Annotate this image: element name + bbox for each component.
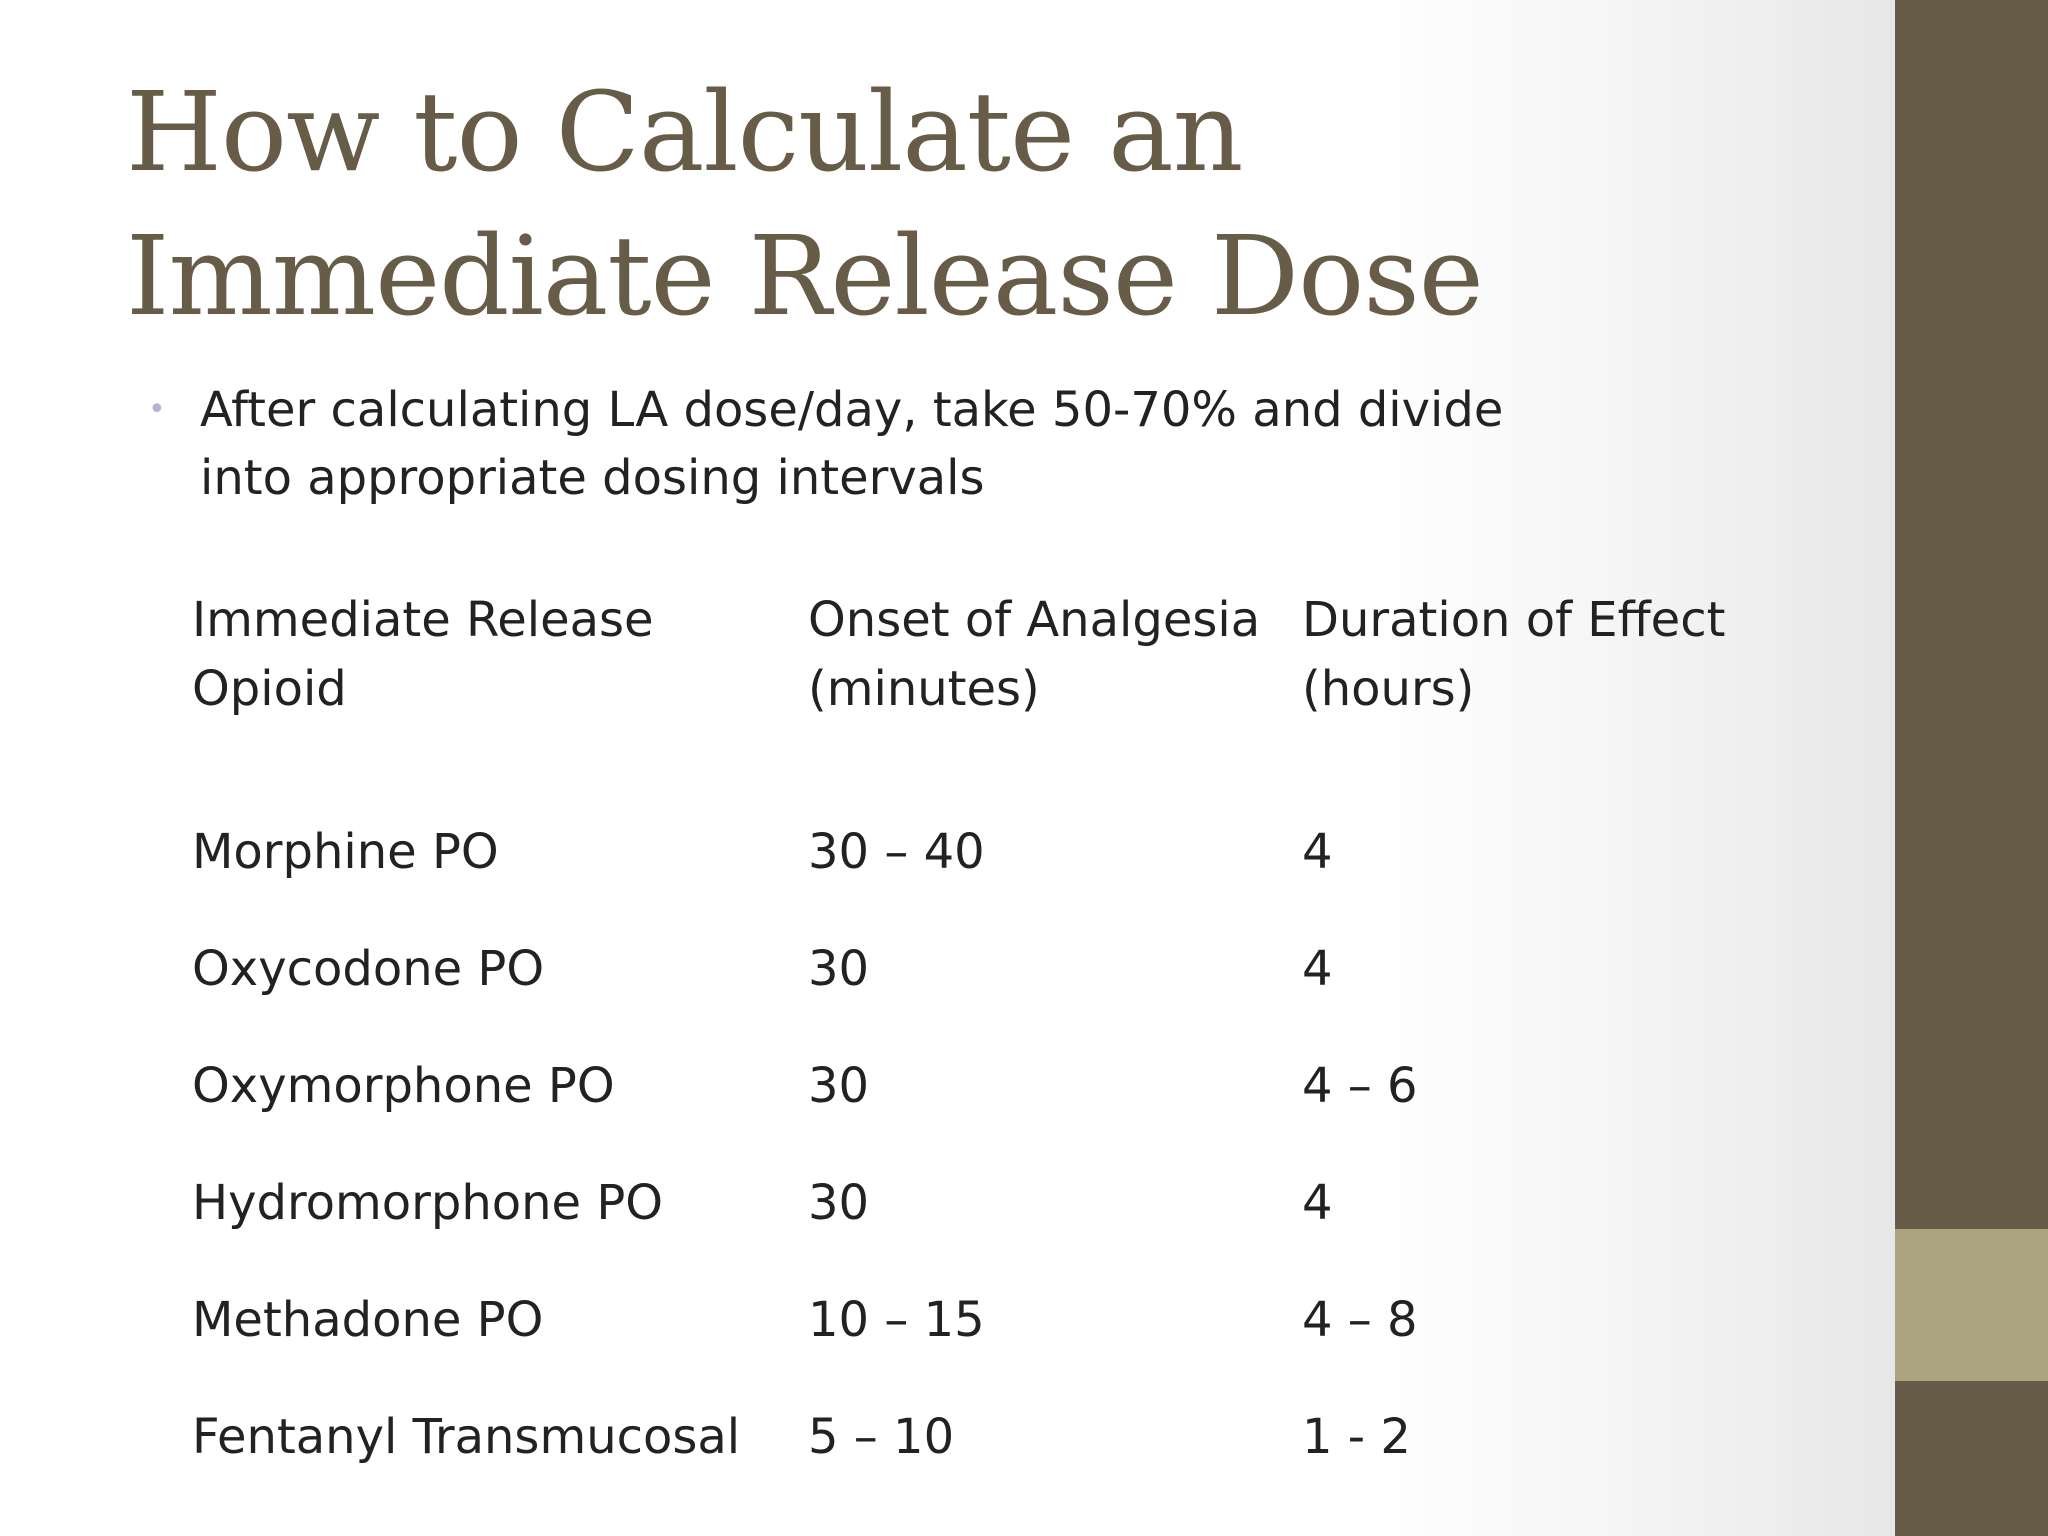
bullet-item (148, 376, 1598, 512)
cell-onset: 30 – 40 (808, 824, 985, 880)
cell-duration: 1 - 2 (1302, 1409, 1411, 1465)
cell-onset: 5 – 10 (808, 1409, 955, 1465)
cell-duration: 4 (1302, 824, 1333, 880)
bullet-marker: • (148, 392, 166, 427)
cell-opioid: Fentanyl Transmucosal (192, 1409, 741, 1465)
cell-opioid: Oxymorphone PO (192, 1058, 615, 1114)
table-row (192, 935, 1762, 1052)
header-opioid: Immediate Release Opioid (192, 592, 654, 717)
cell-duration: 4 (1302, 1175, 1333, 1231)
side-accent-block (1895, 1229, 2048, 1381)
cell-onset: 30 (808, 1175, 870, 1231)
header-onset: Onset of Analgesia (minutes) (808, 592, 1261, 717)
cell-opioid: Morphine PO (192, 824, 499, 880)
cell-onset: 10 – 15 (808, 1292, 985, 1348)
cell-onset: 30 (808, 941, 870, 997)
cell-duration: 4 – 6 (1302, 1058, 1418, 1114)
table-row (192, 1286, 1762, 1403)
cell-opioid: Oxycodone PO (192, 941, 545, 997)
bullet-text: After calculating LA dose/day, take 50-70% and divide into appropriate dosing intervals (200, 382, 1504, 506)
table-row (192, 1052, 1762, 1169)
cell-duration: 4 (1302, 941, 1333, 997)
cell-opioid: Hydromorphone PO (192, 1175, 664, 1231)
cell-duration: 4 – 8 (1302, 1292, 1418, 1348)
table-row (192, 1403, 1762, 1520)
table-row (192, 818, 1762, 935)
cell-opioid: Methadone PO (192, 1292, 544, 1348)
opioid-table (192, 586, 1762, 1520)
table-header-row (192, 586, 1762, 818)
table-row (192, 1169, 1762, 1286)
header-duration: Duration of Effect (hours) (1302, 592, 1726, 717)
slide-title: How to Calculate an Immediate Release Dose (126, 68, 1483, 340)
cell-onset: 30 (808, 1058, 870, 1114)
